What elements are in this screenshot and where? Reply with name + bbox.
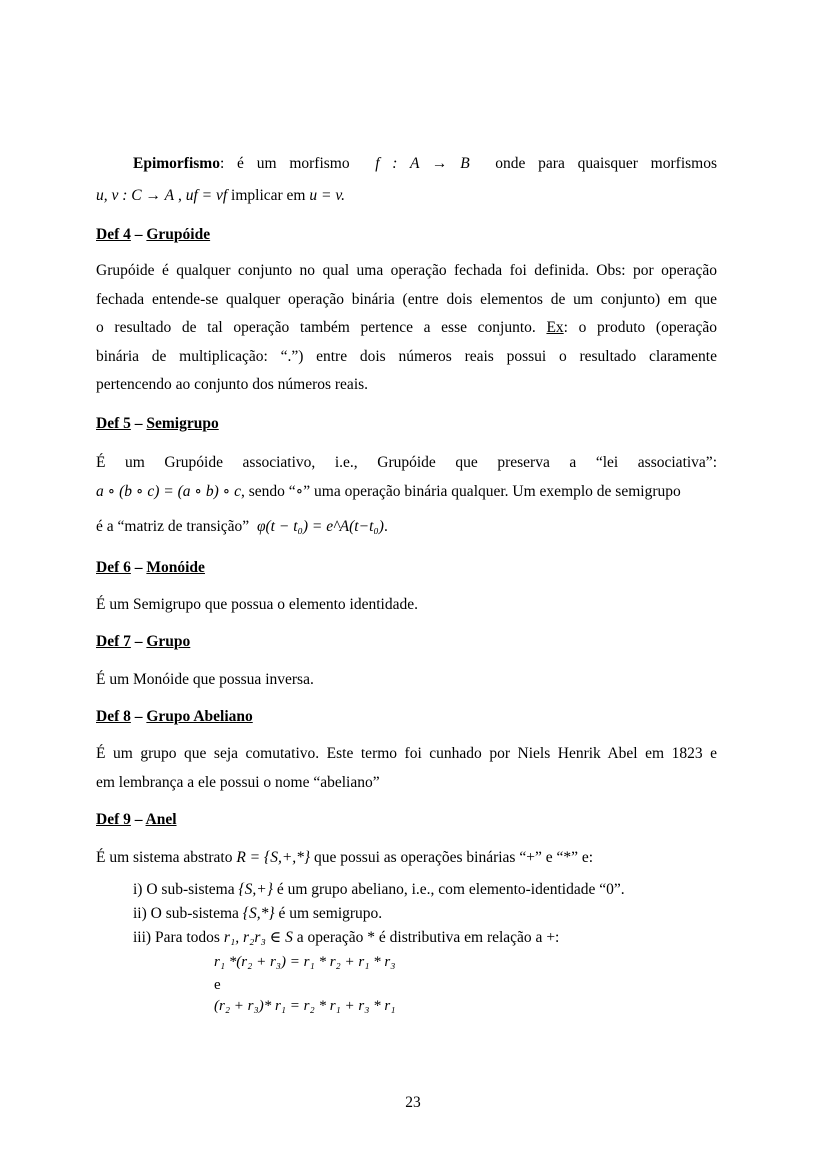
def4-heading: Def 4 – Grupóide [96, 226, 211, 243]
def6-text: É um Semigrupo que possua o elemento identidade. [96, 596, 418, 613]
def5-heading: Def 5 – Semigrupo [96, 415, 219, 432]
conjunction-e: e [214, 977, 221, 993]
def9-item-3: iii) Para todos r₁, r₂r₃ ∈ S a operação * é distributiva em relação a +: [133, 929, 560, 946]
def7-heading: Def 7 – Grupo [96, 633, 191, 650]
def9-heading: Def 9 – Anel [96, 811, 177, 828]
ring-definition: R = {S,+,*} [236, 849, 311, 866]
def5-line-2: a ∘ (b ∘ c) = (a ∘ b) ∘ c, sendo “∘” uma operação binária qualquer. Um exemplo de semigrupo [96, 483, 681, 500]
def5-line-1: É um Grupóide associativo, i.e., Grupóide que preserva a “lei associativa”: [96, 454, 717, 471]
def7-text: É um Monóide que possua inversa. [96, 671, 314, 688]
def9-intro: É um sistema abstrato R = {S,+,*} que possui as operações binárias “+” e “*” e: [96, 849, 594, 866]
distributive-right-equation: (r₂ + r₃)* r₁ = r₂ * r₁ + r₃ * r₁ [214, 998, 396, 1014]
def9-item-1: i) O sub-sistema {S,+} é um grupo abeliano, i.e., com elemento-identidade “0”. [133, 881, 625, 898]
epimorfismo-line-1: Epimorfismo: é um morfismo f : A → B onde para quaisquer morfismos [133, 155, 717, 172]
distributive-left-equation: r₁ *(r₂ + r₃) = r₁ * r₂ + r₁ * r₃ [214, 954, 396, 970]
epimorfismo-line-2: u, v : C → A , uf = vf implicar em u = v. [96, 187, 345, 204]
transition-matrix-formula: φ(t − t₀) = e^A(t−t₀) [256, 518, 384, 535]
def4-body: Grupóide é qualquer conjunto no qual uma operação fechada foi definida. Obs: por operação fechada entende-se qualquer operação binária (entre dois elementos de um conjunto) em que o resultado de tal operação também pertence a esse conjunto. Ex: o produto (operação binária de multiplicação: “.”) entre dois números reais possui o resultado claramente pertencendo ao conjunto dos números reais. [96, 262, 718, 394]
def6-heading: Def 6 – Monóide [96, 559, 205, 576]
def5-line-3: é a “matriz de transição” φ(t − t₀) = e^A(t−t₀). [96, 518, 388, 535]
associative-law: a ∘ (b ∘ c) = (a ∘ b) ∘ c [96, 483, 242, 500]
morphism-signature: f : A → B [375, 155, 470, 172]
page-number: 23 [405, 1094, 421, 1111]
epimorfismo-term: Epimorfismo [133, 155, 220, 172]
def8-body: É um grupo que seja comutativo. Este termo foi cunhado por Niels Henrik Abel em 1823 e em lembrança a ele possui o nome “abeliano” [96, 745, 717, 791]
def9-item-2: ii) O sub-sistema {S,*} é um semigrupo. [133, 905, 383, 922]
def8-heading: Def 8 – Grupo Abeliano [96, 708, 253, 725]
